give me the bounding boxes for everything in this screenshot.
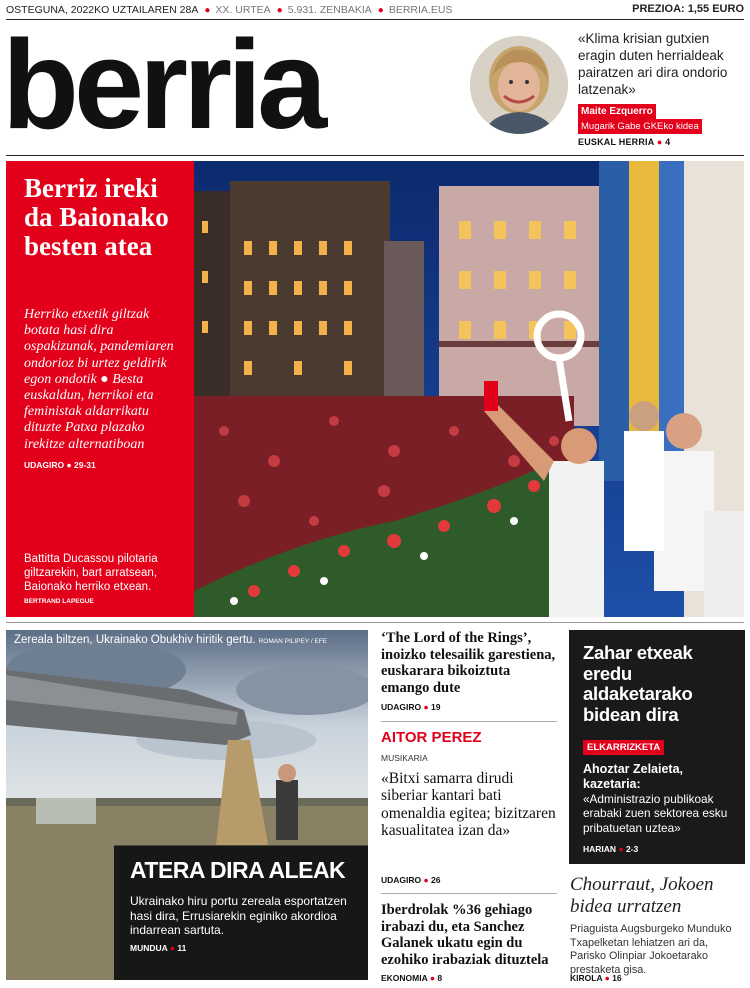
featured-interviewee: Ahoztar Zelaieta, kazetaria:: [583, 762, 684, 791]
page-number: 8: [437, 973, 443, 983]
page-number: 19: [431, 702, 441, 712]
page-number: 4: [665, 137, 671, 147]
page-number: 16: [612, 973, 622, 983]
featured-headline[interactable]: Zahar etxeak eredu aldaketarako bidean dira: [583, 642, 693, 725]
hero-summary-part2: Besta euskaldun, herrikoi eta feministak aldarrikatu dituzte Patxa plazako irekitze alternatiboan: [24, 371, 154, 452]
divider: [381, 721, 557, 722]
hero-headline[interactable]: Berriz ireki da Baionako besten atea: [24, 173, 169, 261]
grain-headline[interactable]: ATERA DIRA ALEAK: [130, 857, 346, 883]
lotr-section: UDAGIRO ● 19: [381, 702, 441, 712]
section-label: EUSKAL HERRIA: [578, 137, 655, 147]
quote-author-role: Mugarik Gabe GKEko kidea: [578, 119, 702, 134]
top-quote[interactable]: «Klima krisian gutxien eragin duten herrialdeak pairatzen ari dira ondorio latzenak»: [578, 31, 728, 97]
section-label: KIROLA: [570, 973, 603, 983]
iberdrola-headline[interactable]: Iberdrolak %36 gehiago irabazi du, eta Sanchez Galanek ukatu egin du ezohiko irabaziak dituztela: [381, 902, 549, 968]
website-link[interactable]: BERRIA.EUS: [388, 4, 453, 16]
hero-rule: [6, 622, 744, 623]
section-label: UDAGIRO: [381, 875, 422, 885]
section-label: UDAGIRO: [381, 702, 422, 712]
page-number: 29-31: [74, 460, 96, 470]
price: PREZIOA: 1,55 EURO: [632, 3, 744, 15]
page-number: 11: [177, 943, 187, 953]
interview-name[interactable]: AITOR PEREZ: [381, 729, 482, 746]
interview-badge: ELKARRIZKETA: [583, 740, 664, 755]
iberdrola-section: EKONOMIA ● 8: [381, 973, 443, 983]
hero-photo-caption: Battitta Ducassou pilotaria giltzarekin, bart arratsean, Baionako herriko etxean.: [24, 553, 158, 593]
chourraut-summary: Priaguista Augsburgeko Munduko Txapelketan lehiatzen ari da, Parisko Olinpiar Jokoetarako prestaketa gisa.: [570, 923, 732, 976]
hero-photo-credit: BERTRAND LAPEGUE: [24, 598, 94, 605]
quote-author-name: Maite Ezquerro: [578, 104, 656, 119]
section-label: MUNDUA: [130, 943, 168, 953]
divider: [381, 893, 557, 894]
lotr-headline[interactable]: ‘The Lord of the Rings’, inoizko telesailik garestiena, euskarara bikoiztuta emango dute: [381, 630, 556, 696]
page-number: 2-3: [625, 844, 639, 854]
top-quote-section: EUSKAL HERRIA ● 4: [578, 137, 671, 147]
hero-summary: [24, 307, 188, 453]
grain-summary: Ukrainako hiru portu zereala esportatzen hasi dira, Errusiarekin eginiko akordioa indarrean sartuta.: [130, 894, 347, 937]
interview-section: UDAGIRO ● 26: [381, 875, 441, 885]
photo-credit: ROMAN PILIPEY / EFE: [258, 638, 328, 645]
hero-photo[interactable]: [194, 161, 744, 617]
section-label: UDAGIRO: [24, 460, 65, 470]
chourraut-section: KIROLA ● 16: [570, 973, 622, 983]
interview-role: MUSIKARIA: [381, 753, 428, 763]
page-number: 26: [431, 875, 441, 885]
caption-text: Zereala biltzen, Ukrainako Obukhiv hiritik gertu.: [14, 634, 256, 646]
interview-quote[interactable]: «Bitxi samarra dirudi siberiar kantari bati omenaldia egitea; bizitzaren kasualitatea izan da»: [381, 770, 556, 839]
grain-section: MUNDUA ● 11: [130, 943, 187, 953]
section-label: EKONOMIA: [381, 973, 428, 983]
section-label: HARIAN: [583, 844, 617, 854]
hero-section: UDAGIRO ● 29-31: [24, 460, 96, 470]
masthead-logo[interactable]: berria: [2, 14, 323, 155]
author-portrait: [470, 36, 568, 134]
issue-year: XX. URTEA: [215, 4, 271, 16]
issue-info: OSTEGUNA, 2022KO UZTAILAREN 28A ● XX. URTEA ● 5.931. ZENBAKIA ● BERRIA.EUS: [6, 4, 453, 16]
featured-quote: «Administrazio publikoak erabaki zuen sektorea esku pribatuetan uztea»: [583, 792, 728, 835]
hero-summary-part1: Herriko etxetik giltzak botata hasi dira ospakizunak, pandemiaren ondorioz bi urtez geldirik egon ondotik: [24, 307, 174, 387]
issue-number: 5.931. ZENBAKIA: [287, 4, 372, 16]
chourraut-headline[interactable]: Chourraut, Jokoen bidea urratzen: [570, 874, 714, 917]
issue-date: OSTEGUNA, 2022KO UZTAILAREN 28A: [6, 4, 199, 16]
bullet-icon: ●: [100, 371, 109, 387]
masthead-rule: [6, 155, 744, 156]
featured-section: HARIAN ● 2-3: [583, 844, 639, 854]
grain-photo-caption: [14, 634, 327, 646]
